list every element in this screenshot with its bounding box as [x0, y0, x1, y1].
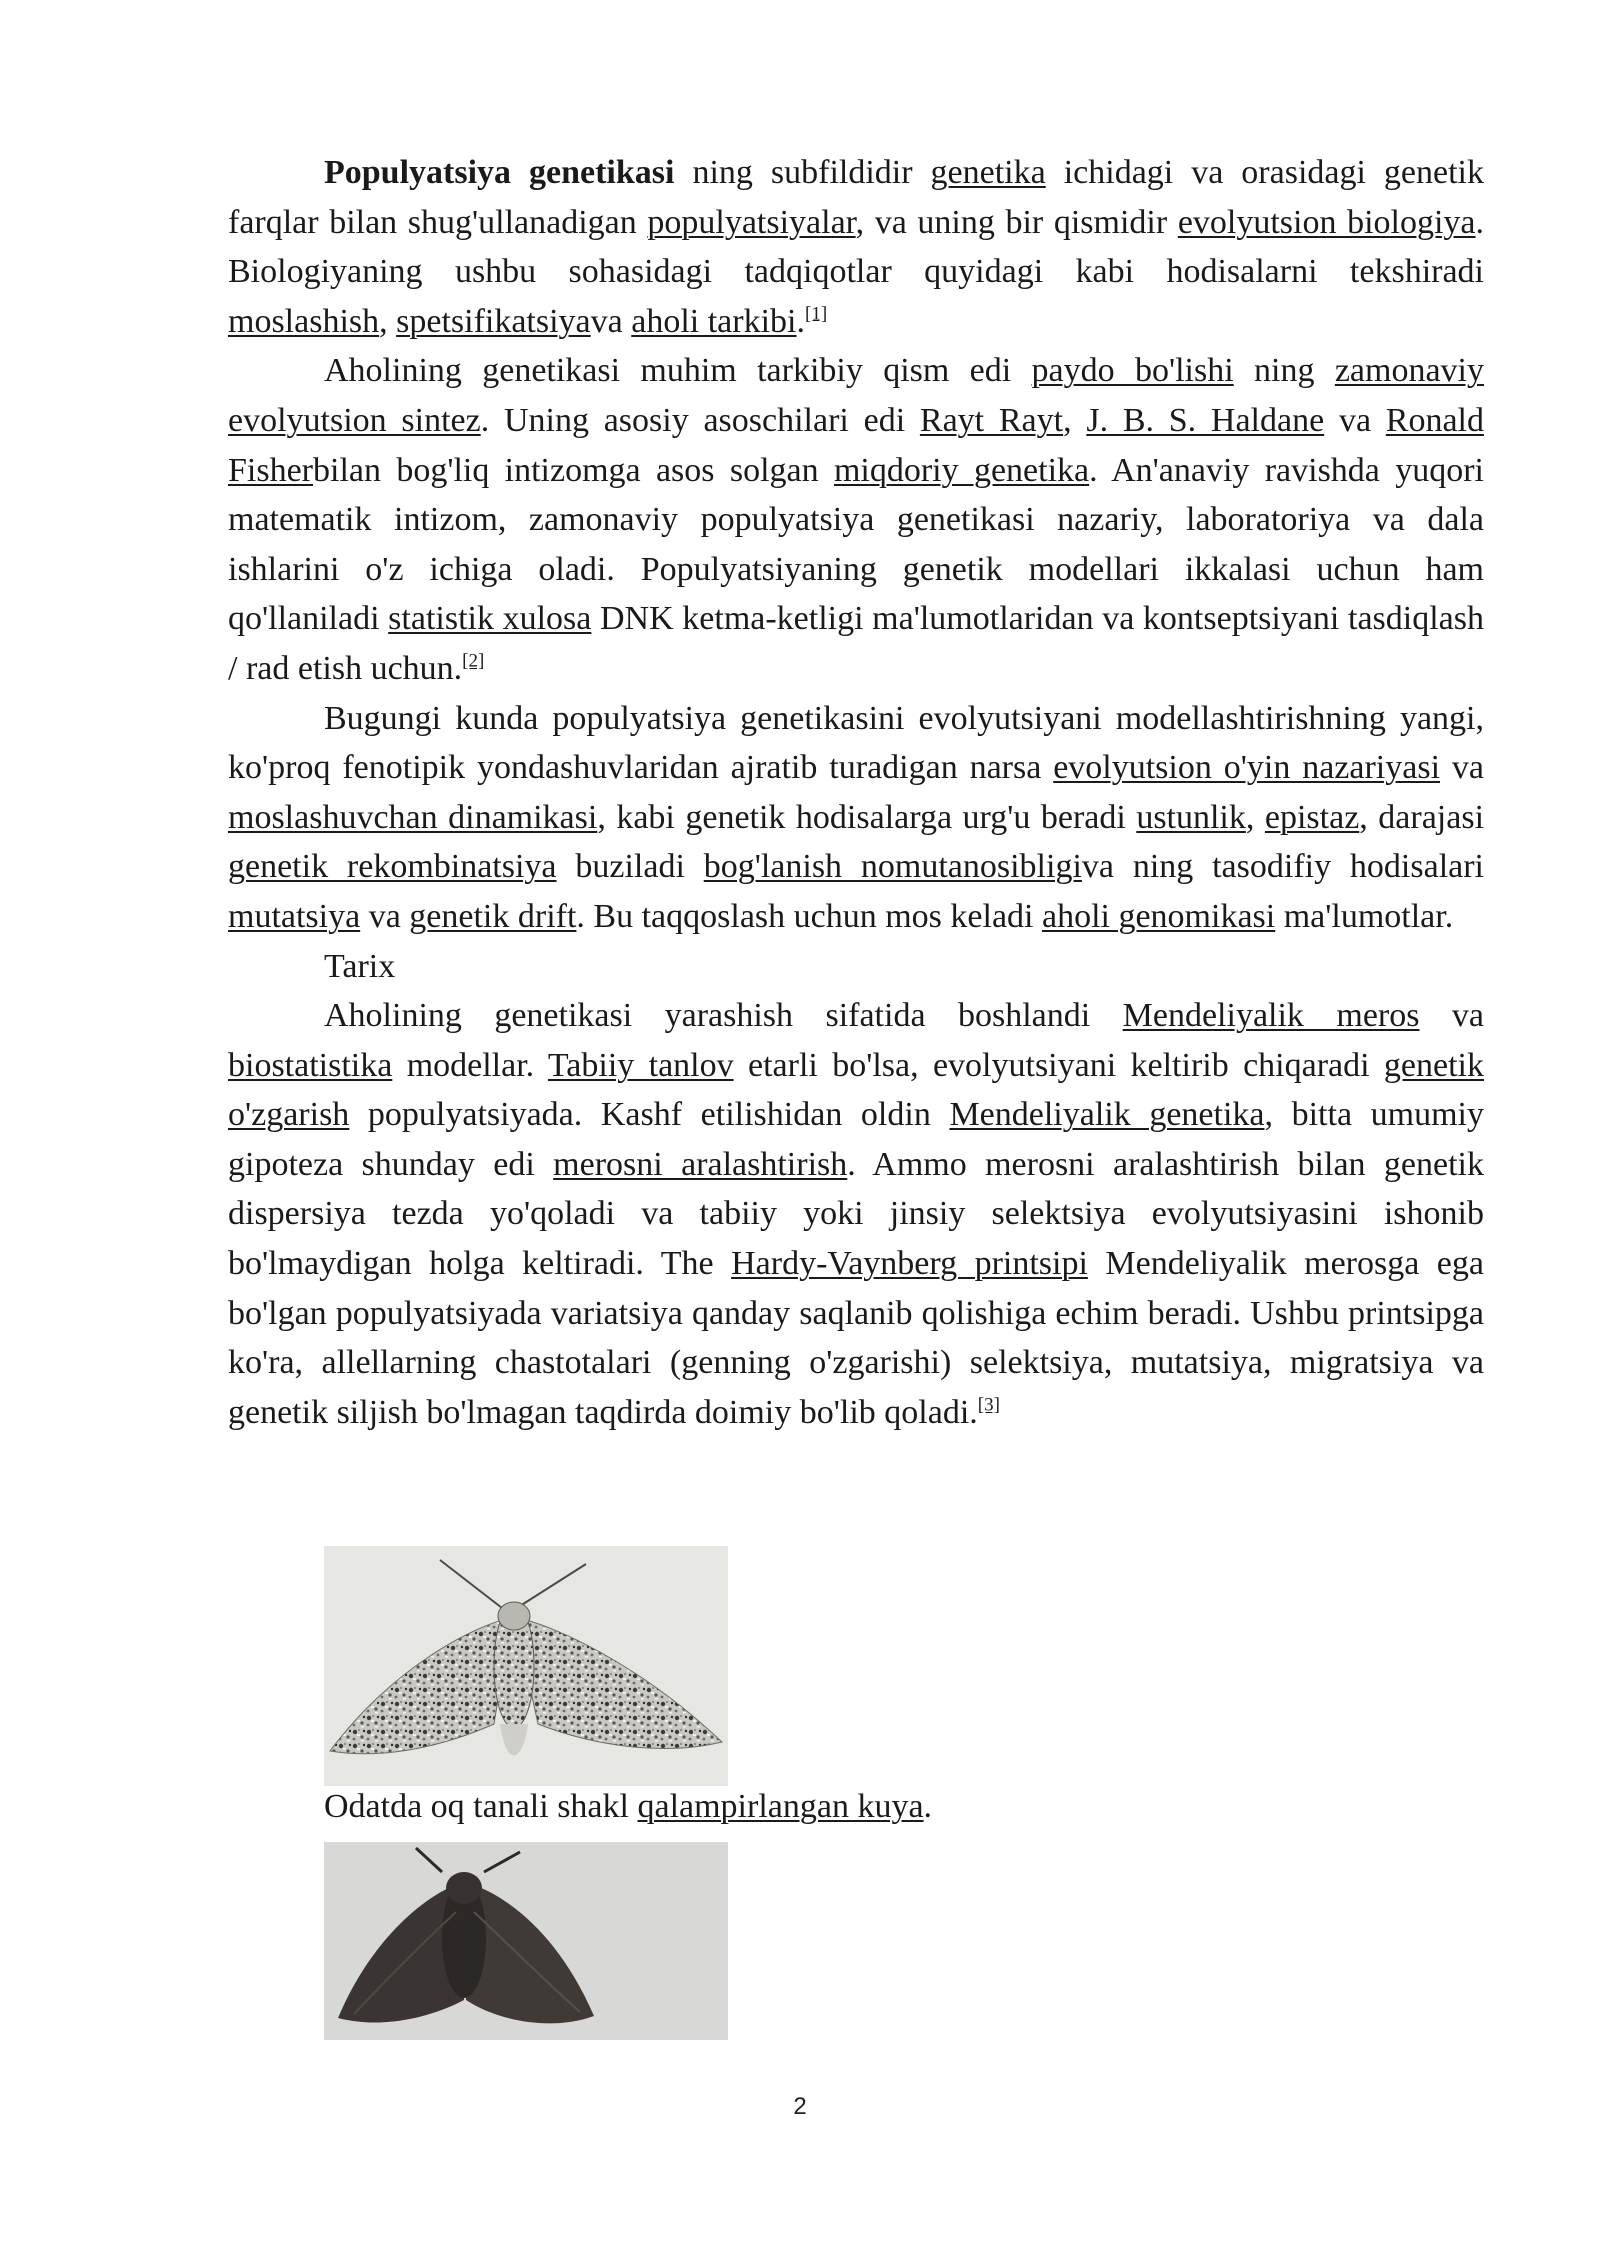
link-qalampirlangan-kuya[interactable]: qalampirlangan kuya: [637, 1788, 924, 1825]
term-bold: Populyatsiya genetikasi: [324, 154, 675, 191]
link-zamonaviy-evolyutsion-sintez[interactable]: zamonaviy evolyutsion sintez: [228, 352, 1484, 439]
paragraph-history: Aholining genetikasi yarashish sifatida boshlandi Mendeliyalik meros va biostatistika modellar. Tabiiy tanlov etarli bo'lsa, evolyutsiyani keltirib chiqaradi genetik o'zgarish populyatsiyada. Kashf etilishidan oldin Mendeliyalik genetika, bitta umumiy gipoteza shunday edi merosni aralashtirish. Ammo merosni aralashtirish bilan genetik dispersiya tezda yo'qoladi va tabiiy yoki jinsiy selektsiya evolyutsiyasini ishonib bo'lmaydigan holga keltiradi. The Hardy-Vaynberg printsipi Mendeliyalik merosga ega bo'lgan populyatsiyada variatsiya qanday saqlanib qolishiga echim beradi. Ushbu printsipga ko'ra, allellarning chastotalari (genning o'zgarishi) selektsiya, mutatsiya, migratsiya va genetik siljish bo'lmagan taqdirda doimiy bo'lib qoladi.[3]: [228, 997, 1484, 1431]
link-ustunlik[interactable]: ustunlik: [1136, 798, 1246, 836]
paragraph-modern: Bugungi kunda populyatsiya genetikasini evolyutsiyani modellashtirishning yangi, ko'proq fenotipik yondashuvlaridan ajratib turadigan narsa evolyutsion o'yin nazariyasi va moslashuvchan dinamikasi, kabi genetik hodisalarga urg'u beradi ustunlik, epistaz, darajasi genetik rekombinatsiya buziladi bog'lanish nomutanosibligiva ning tasodifiy hodisalari mutatsiya va genetik drift. Bu taqqoslash uchun mos keladi aholi genomikasi ma'lumotlar.: [228, 699, 1485, 935]
link-hardy-vaynberg-printsipi[interactable]: Hardy-Vaynberg printsipi: [731, 1245, 1088, 1283]
link-epistaz[interactable]: epistaz: [1264, 798, 1360, 836]
reference-2[interactable]: [2]: [462, 650, 485, 672]
link-genetik-ozgarish[interactable]: genetik o'zgarish: [228, 1046, 1484, 1134]
link-merosni-aralashtirish[interactable]: merosni aralashtirish: [553, 1145, 848, 1183]
link-tabiiy-tanlov[interactable]: Tabiiy tanlov: [547, 1046, 734, 1084]
reference-3[interactable]: [3]: [977, 1394, 1000, 1416]
link-ronald-fisher[interactable]: Ronald Fisher: [228, 401, 1484, 489]
link-evolyutsion-biologiya[interactable]: evolyutsion biologiya: [1177, 203, 1476, 241]
link-genetik-drift[interactable]: genetik drift: [409, 897, 577, 935]
link-genetik-rekombinatsiya[interactable]: genetik rekombinatsiya: [228, 848, 557, 886]
link-haldane[interactable]: J. B. S. Haldane: [1086, 401, 1325, 439]
section-heading: Tarix: [324, 947, 396, 985]
link-aholi-genomikasi[interactable]: aholi genomikasi: [1041, 897, 1276, 935]
link-spetsifikatsiya[interactable]: spetsifikatsiya: [396, 302, 591, 340]
dark-moth-image: [324, 1842, 728, 2040]
link-statistik-xulosa[interactable]: statistik xulosa: [388, 600, 592, 638]
link-moslashish[interactable]: moslashish: [228, 302, 380, 340]
link-aholi-tarkibi[interactable]: aholi tarkibi: [631, 302, 797, 340]
link-mutatsiya[interactable]: mutatsiya: [228, 897, 361, 935]
link-paydo-bolishi[interactable]: paydo bo'lishi: [1031, 352, 1234, 390]
link-populyatsiyalar[interactable]: populyatsiyalar: [647, 203, 856, 241]
link-mendeliyalik-meros[interactable]: Mendeliyalik meros: [1122, 997, 1420, 1035]
link-mendeliyalik-genetika[interactable]: Mendeliyalik genetika: [949, 1096, 1265, 1134]
paragraph-intro: Populyatsiya genetikasi ning subfildidir genetika ichidagi va orasidagi genetik farqlar bilan shug'ullanadigan populyatsiyalar, va uning bir qismidir evolyutsion biologiya. Biologiyaning ushbu sohasidagi tadqiqotlar quyidagi kabi hodisalarni tekshiradi moslashish, spetsifikatsiyava aholi tarkibi.[1]: [228, 154, 1485, 340]
light-moth-image: [324, 1546, 728, 1786]
dark-moth-illustration: [324, 1842, 728, 2040]
reference-1[interactable]: [1]: [805, 303, 828, 325]
link-biostatistika[interactable]: biostatistika: [228, 1046, 393, 1084]
link-evolyutsion-oyin-nazariyasi[interactable]: evolyutsion o'yin nazariyasi: [1053, 749, 1441, 787]
link-moslashuvchan-dinamikasi[interactable]: moslashuvchan dinamikasi: [228, 798, 598, 836]
link-genetika[interactable]: genetika: [930, 154, 1046, 191]
article-body: [228, 148, 1484, 1437]
image-caption: Odatda oq tanali shakl qalampirlangan kuya.: [324, 1788, 933, 1825]
page-number: 2: [793, 2093, 807, 2120]
link-rayt[interactable]: Rayt Rayt: [919, 401, 1064, 439]
light-moth-illustration: [324, 1546, 728, 1786]
link-miqdoriy-genetika[interactable]: miqdoriy genetika: [833, 451, 1090, 489]
link-boglanish-nomutanosibligi[interactable]: bog'lanish nomutanosibligi: [703, 848, 1082, 886]
paragraph-history-synthesis: Aholining genetikasi muhim tarkibiy qism edi paydo bo'lishi ning zamonaviy evolyutsion sintez. Uning asosiy asoschilari edi Rayt Rayt, J. B. S. Haldane va Ronald Fisherbilan bog'liq intizomga asos solgan miqdoriy genetika. An'anaviy ravishda yuqori matematik intizom, zamonaviy populyatsiya genetikasi nazariy, laboratoriya va dala ishlarini o'z ichiga oladi. Populyatsiyaning genetik modellari ikkalasi uchun ham qo'llaniladi statistik xulosa DNK ketma-ketligi ma'lumotlaridan va kontseptsiyani tasdiqlash / rad etish uchun.[2]: [228, 352, 1485, 687]
